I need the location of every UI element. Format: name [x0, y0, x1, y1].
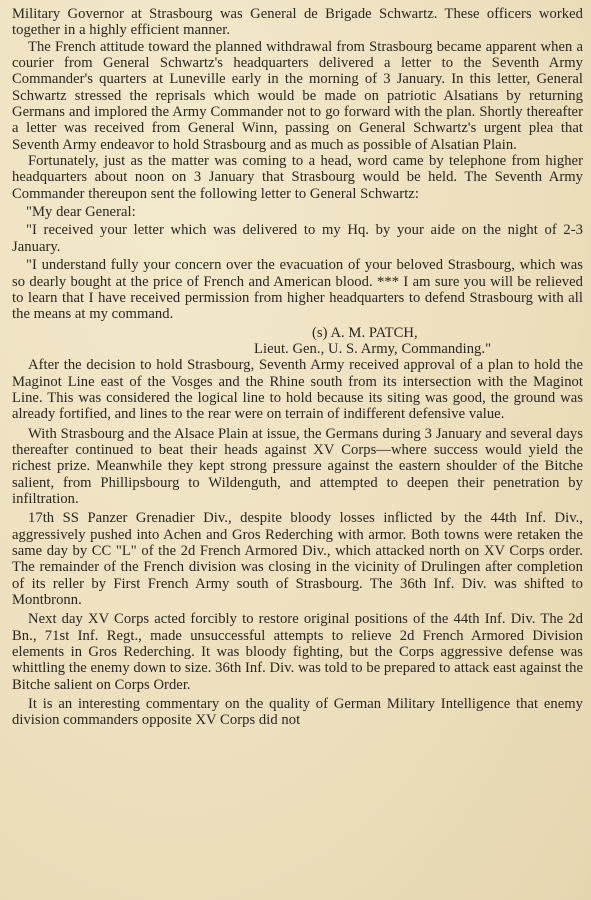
paragraph-strasbourg-held: Fortunately, just as the matter was coming to a head, word came by telephone from higher headquarters about noon on 3 January that Strasbourg would be held. The Seventh Army Commander thereupon sent the following letter to General Schwartz: — [12, 153, 583, 202]
paragraph-next-day: Next day XV Corps acted forcibly to restore original positions of the 44th Inf. Div. The 2d Bn., 71st Inf. Regt., made unsuccessful attempts to relieve 2d French Armored Division elements in Gros Rederching. It was bloody fighting, but the Corps aggressive defense was whittling the enemy down to size. 36th Inf. Div. was told to be prepared to attack east against the Bitche salient on Corps Order. — [12, 611, 583, 693]
paragraph-intelligence: It is an interesting commentary on the quality of German Military Intelligence that enemy division commanders opposite XV Corps did not — [12, 696, 583, 729]
paragraph-french-attitude: The French attitude toward the planned withdrawal from Strasbourg became apparent when a courier from General Schwartz's headquarters delivered a letter to the Seventh Army Commander's quarters at Luneville early in the morning of 3 January. In this letter, General Schwartz stressed the reprisals which would be made on patriotic Alsatians by returning Germans and implored the Army Commander not to go forward with the plan. Shortly thereafter a letter was received from General Winn, passing on General Schwartz's urgent plea that Seventh Army endeavor to hold Strasbourg and as much as possible of Alsatian Plain. — [12, 38, 583, 153]
letter-paragraph-received: "I received your letter which was delivered to my Hq. by your aide on the night of 2-3 January. — [12, 222, 583, 255]
paragraph-maginot-line: After the decision to hold Strasbourg, Seventh Army received approval of a plan to hold the Maginot Line east of the Vosges and the Rhine south from its intersection with the Maginot Line. This was considered the logical line to hold because its siting was good, the ground was already fortified, and lines to the rear were on terrain of indifferent defensive value. — [12, 357, 583, 423]
signature-name: (s) A. M. PATCH, — [312, 324, 418, 341]
letter-paragraph-concern: "I understand fully your concern over the evacuation of your beloved Strasbourg, which was so dearly bought at the price of French and American blood. *** I am sure you will be relieved to learn that I have received permission from higher headquarters to defend Strasbourg with all the means at my command. — [12, 257, 583, 323]
letter-signature — [12, 325, 583, 358]
paragraph-17th-ss: 17th SS Panzer Grenadier Div., despite bloody losses inflicted by the 44th Inf. Div., aggressively pushed into Achen and Gros Rederching with armor. Both towns were retaken the same day by CC "L" of the 2d French Armored Div., which attacked north on XV Corps order. The remainder of the French division was closing in the vicinity of Drulingen after completion of its reller by First French Army south of Strasbourg. The 36th Inf. Div. was shifted to Montbronn. — [12, 510, 583, 609]
paragraph-schwartz-governor: Military Governor at Strasbourg was General de Brigade Schwartz. These officers worked together in a highly efficient manner. — [12, 6, 583, 39]
signature-rank: Lieut. Gen., U. S. Army, Commanding." — [254, 340, 492, 357]
paragraph-alsace-plain: With Strasbourg and the Alsace Plain at issue, the Germans during 3 January and several days thereafter continued to beat their heads against XV Corps—where success would yield the richest prize. Meanwhile they kept strong pressure against the eastern shoulder of the Bitche salient, from Phillipsbourg to Wildenguth, and attempted to deepen their penetration by infiltration. — [12, 425, 583, 507]
letter-salutation: "My dear General: — [26, 204, 136, 221]
